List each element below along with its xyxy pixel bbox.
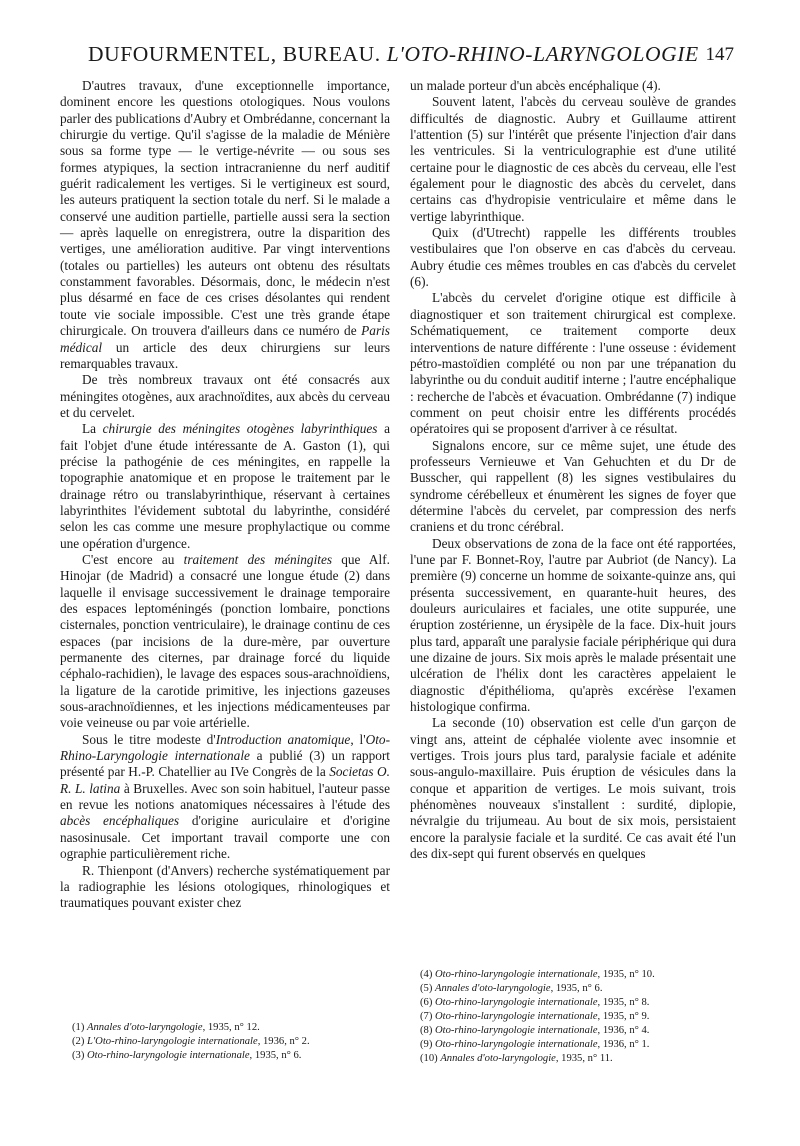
footnote <box>72 1035 392 1049</box>
footnote-ref: , 1936, n° 4. <box>597 1025 650 1036</box>
paragraph-text: , l' <box>350 731 366 747</box>
footnote-number: (9) <box>420 1039 433 1050</box>
footnote <box>420 996 736 1010</box>
footnote-ref: , 1936, n° 2. <box>257 1036 310 1047</box>
italic-text: Societas O. R. L. latina <box>60 764 390 796</box>
paragraph <box>410 225 736 290</box>
footnote-journal: Annales d'oto-laryngologie <box>435 983 551 994</box>
footnote-number: (10) <box>420 1053 438 1064</box>
footnote <box>72 1049 392 1063</box>
footnote-ref: , 1935, n° 6. <box>249 1050 302 1061</box>
paragraph <box>60 552 390 732</box>
paragraph <box>60 421 390 552</box>
italic-text: Introduction anatomique <box>215 731 351 747</box>
paragraph-text: La <box>82 421 103 437</box>
italic-text: Paris médical <box>60 323 390 355</box>
paragraph <box>410 78 736 94</box>
paragraph-text: Signalons encore, sur ce même sujet, une étude des professeurs Vernieuwe et Van Gehuchten et du Dr de Busscher, qui rappellent (8) les signes vestibulaires du syndrome cérébelleux et énumèrent les signes de foyer que détermine l'abcès du cervelet, par compression des nerfs craniens et du tronc cérébral. <box>410 437 736 535</box>
footnote-ref: , 1935, n° 10. <box>597 969 655 980</box>
footnote-journal: Oto-rhino-laryngologie internationale <box>435 1039 598 1050</box>
footnote-ref: , 1935, n° 9. <box>597 1011 650 1022</box>
italic-text: Oto-Rhino-Laryngologie internationale <box>60 731 390 764</box>
left-column <box>60 78 390 912</box>
footnote <box>420 982 736 996</box>
footnote <box>420 1038 736 1052</box>
paragraph <box>60 732 390 863</box>
footnotes-left <box>72 1021 392 1063</box>
paragraph-text: R. Thienpont (d'Anvers) recherche systématiquement par la radiographie les lésions otologiques, rhinologiques et traumatiques pouvant exister chez <box>60 862 390 911</box>
paragraph <box>410 94 736 225</box>
footnote-journal: Oto-rhino-laryngologie internationale <box>435 1011 598 1022</box>
paragraph <box>60 863 390 912</box>
footnote-ref: , 1935, n° 12. <box>202 1022 260 1033</box>
footnote-journal: Oto-rhino-laryngologie internationale <box>435 969 598 980</box>
paragraph <box>410 536 736 716</box>
paragraph-text: De très nombreux travaux ont été consacrés aux méningites otogènes, aux arachnoïdites, aux abcès du cerveau et du cervelet. <box>60 372 390 420</box>
paragraph <box>60 372 390 421</box>
footnote-journal: Oto-rhino-laryngologie internationale <box>435 1025 598 1036</box>
page-number: 147 <box>705 44 734 65</box>
footnote <box>420 1010 736 1024</box>
paragraph-text: d'origine auriculaire et d'origine nasosinusale. Cet important travail comporte une con ographie particulièrement riche. <box>60 813 390 862</box>
paragraph-text: Quix (d'Utrecht) rappelle les différents troubles vestibulaires que l'on observe en cas d'abcès du cerveau. Aubry étudie ces mêmes troubles en cas d'abcès du cervelet (6). <box>410 225 736 290</box>
paragraph-text: a fait l'objet d'une étude intéressante de A. Gaston (1), qui précise la pathogénie de ces méningites, en rappelle la topographie anatomique et en propose le traitement par le drainage rétro ou translabyrinthique, réservant à certaines labyrinthites l'évidement subtotal du labyrinthe, considéré selon les cas comme une mesure prophylactique ou comme une opération d'urgence. <box>60 421 390 551</box>
footnote-journal: Annales d'oto-laryngologie <box>87 1022 203 1033</box>
header-authors-title <box>88 42 699 67</box>
italic-text: chirurgie des méningites otogènes labyrinthiques <box>102 421 378 437</box>
footnote-number: (3) <box>72 1050 85 1061</box>
footnote-number: (6) <box>420 997 433 1008</box>
running-header <box>60 42 740 72</box>
footnote-ref: , 1935, n° 11. <box>555 1053 613 1064</box>
paragraph-text: La seconde (10) observation est celle d'un garçon de vingt ans, atteint de céphalée violente avec insomnie et vertiges. Trois jours plus tard, paralysie faciale et adénite sous-angulo-maxillaire. Puis éruption de vésicules dans la conque et apparition de vertiges. Le mois suivant, trois phénomènes nouveaux s'installent : surdité, diplopie, névralgie du trijumeau. Au bout de six mois, persistaient encore la paralysie faciale et la surdité. Ce cas avait été l'un des dix-sept qui furent observés en quelques <box>410 715 736 862</box>
italic-text: abcès encéphaliques <box>60 813 180 829</box>
footnote-number: (1) <box>72 1022 85 1033</box>
footnote-ref: , 1935, n° 8. <box>597 997 650 1008</box>
paragraph <box>60 78 390 372</box>
paragraph <box>410 438 736 536</box>
paragraph-text: Deux observations de zona de la face ont été rapportées, l'une par F. Bonnet-Roy, l'autre par Aubriot (de Nancy). La première (9) concerne un homme de soixante-quinze ans, qui présenta successivement, en quarante-huit heures, des douleurs auriculaires et faciales, une otite suppurée, une éruption zostérienne, un érysipèle de la face. Dix-huit jours plus tard, apparaît une paralysie faciale périphérique qui dura une dizaine de jours. Six mois après le malade présentait une ulcération de l'hélix dont les caractères appelaient le diagnostic d'épithélioma, qu'après excérèse l'examen histologique confirma. <box>410 535 737 715</box>
paragraph-text: L'abcès du cervelet d'origine otique est difficile à diagnostiquer et son traitement chirurgical est complexe. Schématiquement, ce traitement comporte deux interventions de nature différente : l'une osseuse : évidement pétro-mastoïdien complété ou non par une trépanation du labyrinthe ou du conduit auditif interne ; l'autre encéphalique : recherche de l'abcès et évacuation. Ombrédanne (7) indique comment on peut choisir entre les différents procédés opératoires qui se proposent d'arriver à ce résultat. <box>410 290 736 437</box>
paragraph-text: un malade porteur d'un abcès encéphalique (4). <box>410 78 661 93</box>
paragraph-text: D'autres travaux, d'une exceptionnelle importance, dominent encore les questions otologiques. Nous voulons parler des publications d'Aubry et Ombrédanne, concernant la chirurgie du vertige. Qu'il s'agisse de la maladie de Ménière sous sa forme type — le vertige-névrite — ou sous ses formes atypiques, la section intracranienne du nerf auditif guérit radicalement les vertiges. Si le vertigineux est sourd, les auteurs pratiquent la section totale du nerf. Si le malade a conservé une audition partielle, partielle aussi sera la section — après laquelle on enregistrera, outre la disparition des vertiges, une amélioration auditive. Par vingt interventions (totales ou partielles) les auteurs ont obtenu des résultats constamment favorables. Désormais, donc, le médecin n'est plus désarmé en face de ces crises désolantes qui rendent toute vie sociale impossible. C'est une très grande étape chirurgicale. On trouvera d'ailleurs dans ce numéro de <box>60 78 390 339</box>
paragraph-text: à Bruxelles. Avec son soin habituel, l'auteur passe en revue les notions anatomiques nécessaires à l'étude des <box>60 780 391 813</box>
paragraph-text: Sous le titre modeste d' <box>82 731 216 747</box>
footnote-number: (2) <box>72 1036 85 1047</box>
footnote-number: (8) <box>420 1025 433 1036</box>
footnote <box>72 1021 392 1035</box>
paragraph <box>410 715 736 862</box>
footnote <box>420 968 736 982</box>
footnote <box>420 1052 736 1066</box>
footnote <box>420 1024 736 1038</box>
header-authors: DUFOURMENTEL, BUREAU. <box>88 42 381 66</box>
paragraph-text: Souvent latent, l'abcès du cerveau soulève de grandes difficultés de diagnostic. Aubry et Guillaume attirent l'attention (5) sur l'intérêt que présente l'injection d'air dans les ventricules. Si la ventriculographie est d'une utilité certaine pour le diagnostic de ces abcès du cerveau, elle l'est également pour le diagnostic des abcès du cervelet, dans certains cas d'hydropisie ventriculaire et même dans le vertige labyrinthique. <box>410 94 736 224</box>
paragraph <box>410 290 736 437</box>
footnote-journal: Oto-rhino-laryngologie internationale <box>87 1050 250 1061</box>
footnote-number: (7) <box>420 1011 433 1022</box>
footnote-ref: , 1936, n° 1. <box>597 1039 650 1050</box>
paragraph-text: C'est encore au <box>82 551 184 567</box>
paragraph-text: que Alf. Hinojar (de Madrid) a consacré une longue étude (2) dans laquelle il envisage successivement le drainage temporaire des espaces leptoméningés (ponction lombaire, ponctions cisternales, ponction ventriculaire), le drainage continu de ces espaces (par incisions de la dure-mère, par ouverture permanente des citernes, par drainage forcé du liquide céphalo-rachidien), le lavage des espaces sous-arachnoïdiens, la ligature de la carotide primitive, les injections gazeuses sous-arachnoïdiennes, et les injections médicamenteuses par voie veineuse ou par voie artérielle. <box>60 551 390 731</box>
footnote-journal: Annales d'oto-laryngologie <box>440 1053 556 1064</box>
italic-text: traitement des méningites <box>183 551 333 567</box>
right-column <box>410 78 736 863</box>
paragraph-text: a publié (3) un rapport présenté par H.-P. Chatellier au IVe Congrès de la <box>60 748 390 780</box>
footnote-number: (5) <box>420 983 433 994</box>
footnote-number: (4) <box>420 969 433 980</box>
header-title: L'OTO-RHINO-LARYNGOLOGIE <box>386 42 699 66</box>
footnote-journal: L'Oto-rhino-laryngologie internationale <box>87 1036 258 1047</box>
paragraph-text: un article des deux chirurgiens sur leurs remarquables travaux. <box>60 339 390 371</box>
footnotes-right <box>420 968 736 1066</box>
footnote-ref: , 1935, n° 6. <box>550 983 603 994</box>
footnote-journal: Oto-rhino-laryngologie internationale <box>435 997 598 1008</box>
